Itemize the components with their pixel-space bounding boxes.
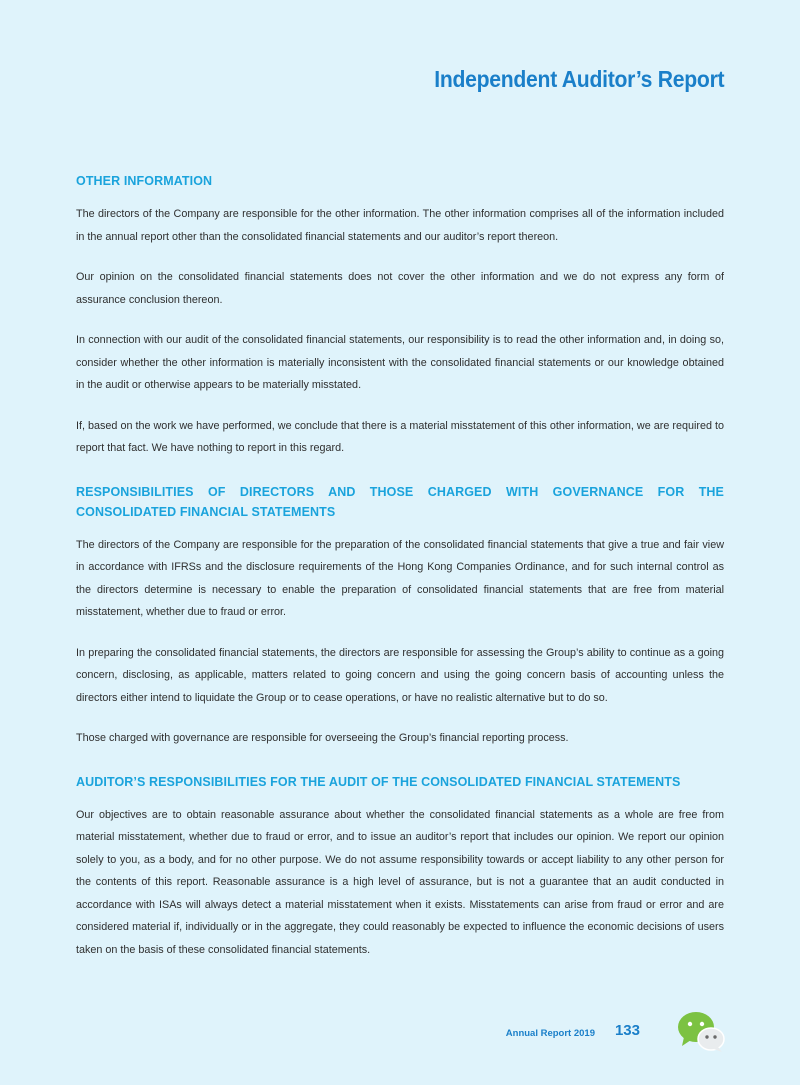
section-heading-auditors-responsibilities: AUDITOR’S RESPONSIBILITIES FOR THE AUDIT OF THE CONSOLIDATED FINANCIAL STATEMENTS [76, 774, 681, 789]
report-body [76, 171, 724, 961]
page-title: Independent Auditor’s Report [433, 66, 724, 92]
paragraph: Those charged with governance are responsible for overseeing the Group’s financial reporting process. [76, 732, 569, 744]
paragraph: In connection with our audit of the consolidated financial statements, our responsibility is to read the other information and, in doing so, consider whether the other information is materially inconsistent with the consolidated financial statements or our knowledge obtained in the audit or otherwise appears to be materially misstated. [76, 334, 724, 391]
paragraph: Our objectives are to obtain reasonable assurance about whether the consolidated financial statements as a whole are free from material misstatement, whether due to fraud or error, and to issue an auditor’s report that includes our opinion. We report our opinion solely to you, as a body, and for no other purpose. We do not assume responsibility towards or accept liability to any other person for the contents of this report. Reasonable assurance is a high level of assurance, but is not a guarantee that an audit conducted in accordance with ISAs will always detect a material misstatement when it exists. Misstatements can arise from fraud or error and are considered material if, individually or in the aggregate, they could reasonably be expected to influence the economic decisions of users taken on the basis of these consolidated financial statements. [76, 808, 724, 956]
paragraph: The directors of the Company are responsible for the preparation of the consolidated financial statements that give a true and fair view in accordance with IFRSs and the disclosure requirements of the Hong Kong Companies Ordinance, and for such internal control as the directors determine is necessary to enable the preparation of consolidated financial statements that are free from material misstatement, whether due to fraud or error. [76, 538, 724, 618]
paragraph: In preparing the consolidated financial statements, the directors are responsible for assessing the Group’s ability to continue as a going concern, disclosing, as applicable, matters related to going concern and using the going concern basis of accounting unless the directors either intend to liquidate the Group or to cease operations, or have no realistic alternative but to do so. [76, 646, 724, 704]
chat-bubbles-icon [676, 1010, 726, 1052]
paragraph: Our opinion on the consolidated financial statements does not cover the other information and we do not express any form of assurance conclusion thereon. [76, 271, 724, 306]
paragraph: If, based on the work we have performed, we conclude that there is a material misstatement of this other information, we are required to report that fact. We have nothing to report in this regard. [76, 419, 724, 454]
page-number: 133 [614, 1022, 640, 1039]
section-heading-responsibilities-of-directors: RESPONSIBILITIES OF DIRECTORS AND THOSE CHARGED WITH GOVERNANCE FOR THE CONSOLIDATED FINANCIAL STATEMENTS [76, 484, 724, 519]
footer-report-label: Annual Report 2019 [505, 1028, 595, 1039]
section-heading-other-information: OTHER INFORMATION [76, 174, 213, 188]
paragraph: The directors of the Company are responsible for the other information. The other information comprises all of the information included in the annual report other than the consolidated financial statements and our auditor’s report thereon. [76, 208, 724, 243]
